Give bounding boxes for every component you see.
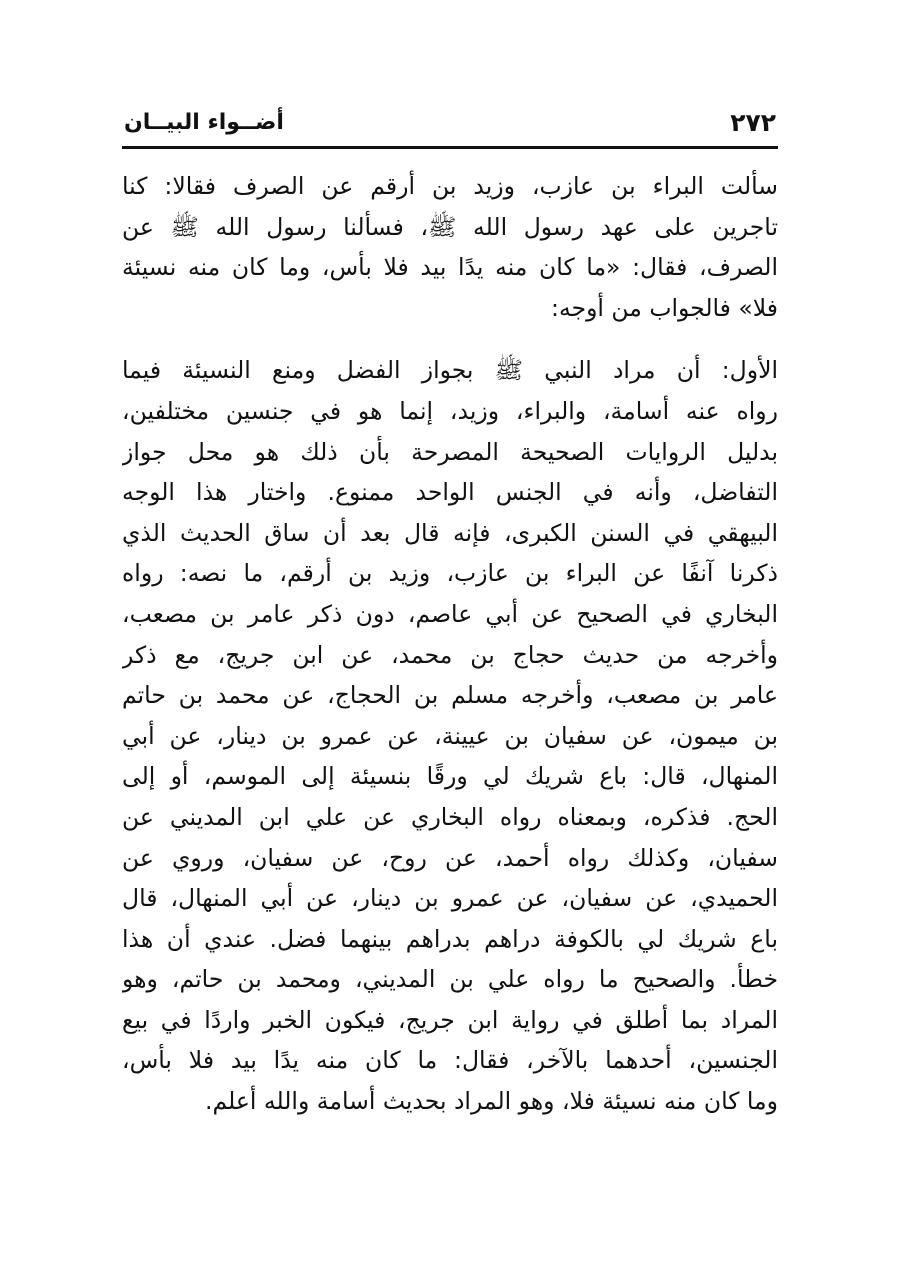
page-number: ٢٧٢ (730, 108, 776, 137)
text-line: باع شريك لي بالكوفة دراهم بدراهم بينهما فضل. عندي أن هذا (122, 924, 778, 953)
paragraph-2 (122, 350, 778, 1121)
text-line: خطأ. والصحيح ما رواه علي بن المديني، ومحمد بن حاتم، وهو (122, 965, 778, 994)
text-line: الصرف، فقال: «ما كان منه يدًا بيد فلا بأس، وما كان منه نسيئة (122, 253, 778, 282)
text-line: بدليل الروايات الصحيحة المصرحة بأن ذلك هو محل جواز (122, 437, 778, 466)
running-title: أضــواء البيــان (124, 110, 284, 135)
text-line: المنهال، قال: باع شريك لي ورقًا بنسيئة إلى الموسم، أو إلى (122, 762, 778, 791)
paragraph-1 (122, 166, 778, 328)
text-line: الأول: أن مراد النبي ﷺ بجواز الفضل ومنع النسيئة فيما (122, 356, 778, 385)
text-line: الحج. فذكره، وبمعناه رواه البخاري عن علي ابن المديني عن (122, 802, 778, 831)
text-line: الجنسين، أحدهما بالآخر، فقال: ما كان منه يدًا بيد فلا بأس، (122, 1046, 778, 1075)
page-header (122, 106, 778, 149)
text-line: ذكرنا آنفًا عن البراء بن عازب، وزيد بن أرقم، ما نصه: رواه (122, 559, 778, 588)
text-line: التفاضل، وأنه في الجنس الواحد ممنوع. واختار هذا الوجه (122, 478, 778, 507)
text-line: البخاري في الصحيح عن أبي عاصم، دون ذكر عامر بن مصعب، (122, 599, 778, 628)
text-line: تاجرين على عهد رسول الله ﷺ، فسألنا رسول الله ﷺ عن (122, 212, 778, 241)
body-text (122, 166, 778, 1122)
text-line: البيهقي في السنن الكبرى، فإنه قال بعد أن ساق الحديث الذي (122, 518, 778, 547)
text-line: عامر بن مصعب، وأخرجه مسلم بن الحجاج، عن محمد بن حاتم (122, 681, 778, 710)
text-line: الحميدي، عن سفيان، عن عمرو بن دينار، عن أبي المنهال، قال (122, 884, 778, 913)
text-line: وأخرجه من حديث حجاج بن محمد، عن ابن جريج، مع ذكر (122, 640, 778, 669)
text-line: سفيان، وكذلك رواه أحمد، عن روح، عن سفيان، وروي عن (122, 843, 778, 872)
text-line: وما كان منه نسيئة فلا، وهو المراد بحديث أسامة والله أعلم. (204, 1087, 778, 1116)
text-line: رواه عنه أسامة، والبراء، وزيد، إنما هو في جنسين مختلفين، (122, 396, 778, 425)
text-line: بن ميمون، عن سفيان بن عيينة، عن عمرو بن دينار، عن أبي (122, 721, 778, 750)
text-line: المراد بما أطلق في رواية ابن جريج، فيكون الخبر واردًا في بيع (122, 1005, 778, 1034)
paragraph-gap (122, 328, 778, 350)
text-line: سألت البراء بن عازب، وزيد بن أرقم عن الصرف فقالا: كنا (122, 172, 778, 200)
text-line: فلا» فالجواب من أوجه: (551, 293, 778, 322)
